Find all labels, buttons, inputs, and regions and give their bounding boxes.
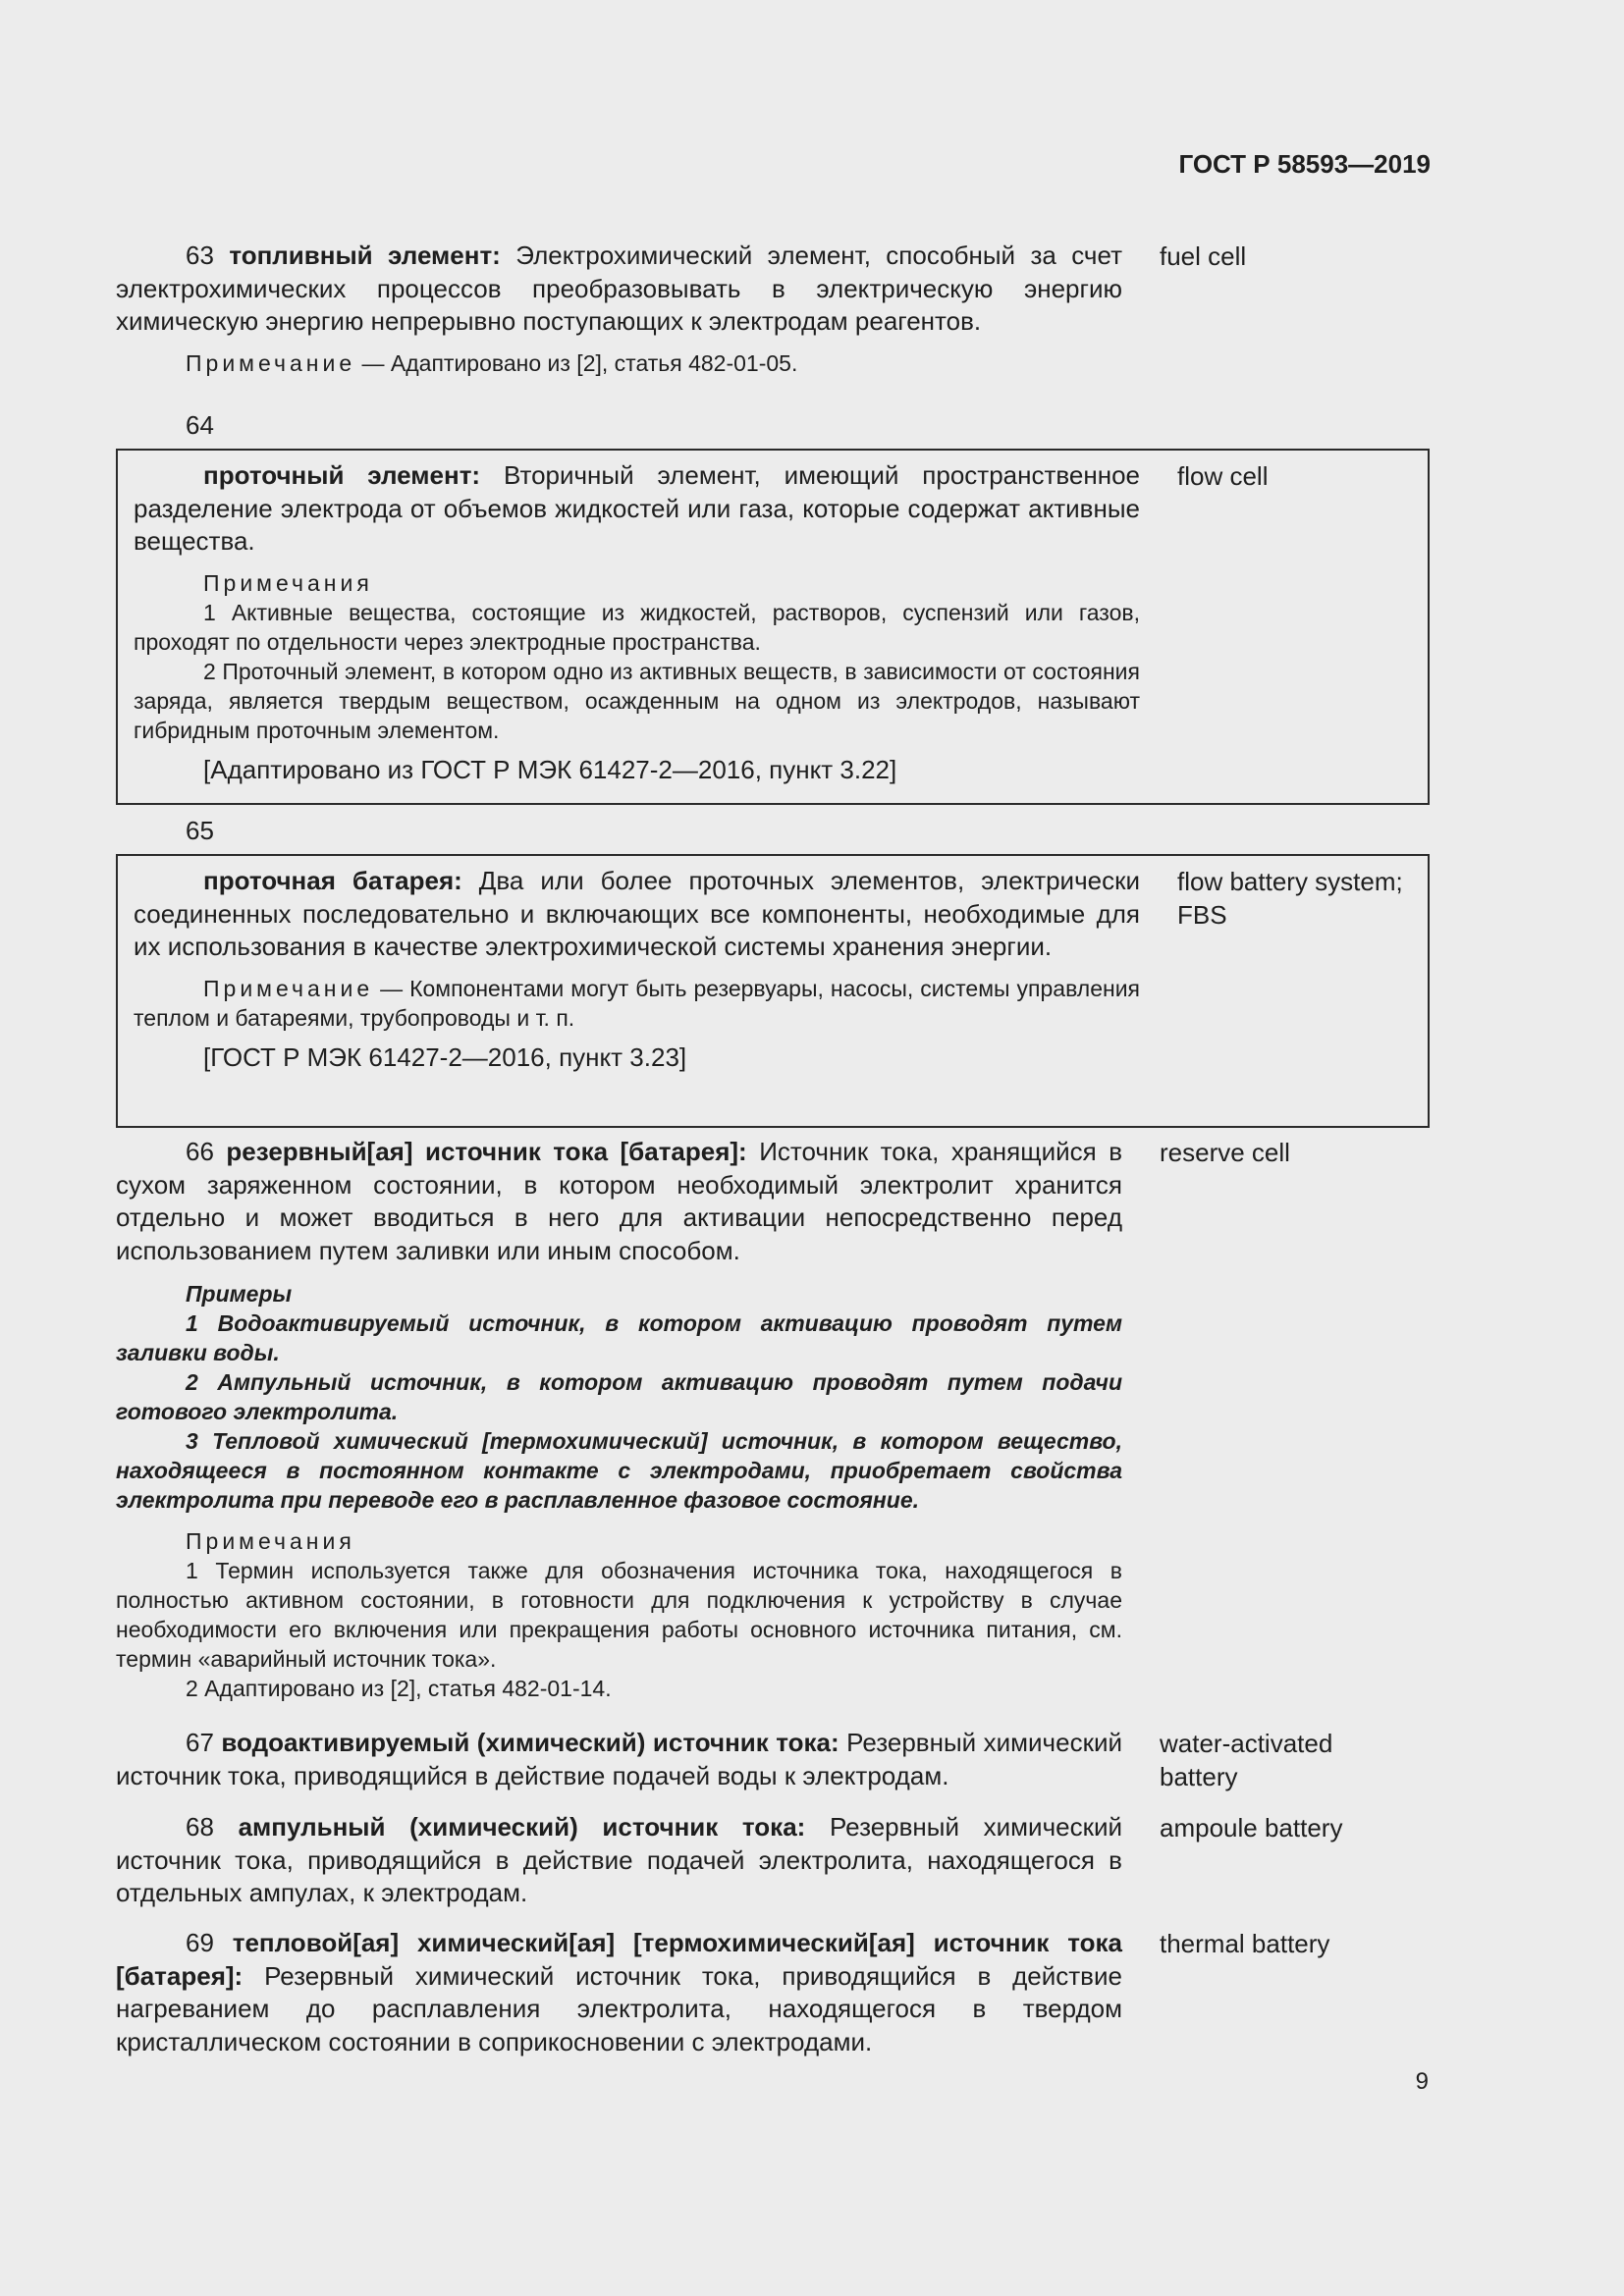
note-text: — Компонентами могут быть резервуары, насосы, системы управления теплом и батареями, трубопроводы и т. п.: [134, 975, 1140, 1031]
english-equivalent: thermal battery: [1160, 1929, 1330, 1958]
page-number: 9: [1415, 2068, 1429, 2095]
example-3: 3 Тепловой химический [термохимический] источник, в котором вещество, находящееся в постоянном контакте с электродами, приобретает свойства электролита при переводе его в расплавленное фазовое состояние.: [116, 1428, 1122, 1513]
document-header: ГОСТ Р 58593—2019: [1178, 149, 1431, 179]
term-definition: [116, 240, 1122, 339]
term-box-65: [116, 854, 1430, 1128]
english-equivalent: ampoule battery: [1160, 1813, 1343, 1842]
english-equivalent: flow cell: [1177, 461, 1269, 491]
definition-text: Резервный химический источник тока, приводящийся в действие подачей воды к электродам.: [116, 1728, 1122, 1790]
term-definition: [134, 459, 1140, 559]
example-2: 2 Ампульный источник, в котором активацию проводят путем подачи готового электролита.: [116, 1369, 1122, 1424]
term-definition: [116, 1927, 1122, 2058]
term-number-65: 65: [186, 816, 214, 845]
term-name: водоактивируемый (химический) источник тока:: [221, 1728, 839, 1757]
term-definition: [116, 1136, 1122, 1267]
examples-title: Примеры: [186, 1281, 293, 1307]
note-2: 2 Проточный элемент, в котором одно из активных веществ, в зависимости от состояния заряда, является твердым веществом, осажденным на одном из электродов, называют гибридным проточным элементом.: [134, 658, 1140, 743]
term-name: проточный элемент:: [203, 460, 481, 490]
example-1: 1 Водоактивируемый источник, в котором активацию проводят путем заливки воды.: [116, 1310, 1122, 1365]
term-entry-63: [116, 240, 1432, 378]
term-entry-67: [116, 1727, 1432, 1792]
definition-text: Вторичный элемент, имеющий пространственное разделение электрода от объемов жидкостей или газа, которые содержат активные вещества.: [134, 460, 1140, 556]
term-number: 66: [186, 1137, 214, 1166]
notes-title: Примечания: [203, 569, 373, 596]
term-entry-68: [116, 1811, 1432, 1910]
term-name: топливный элемент:: [229, 240, 501, 270]
note-1: 1 Термин используется также для обозначения источника тока, находящегося в полностью активном состоянии, в готовности для подключения к устройству в случае необходимости его включения или прекращения работы основного источника питания, см. термин «аварийный источник тока».: [116, 1558, 1122, 1672]
term-number: 68: [186, 1812, 214, 1842]
english-equivalent: reserve cell: [1160, 1138, 1290, 1167]
notes-title: Примечания: [186, 1528, 355, 1554]
term-source: [ГОСТ Р МЭК 61427-2—2016, пункт 3.23]: [203, 1041, 687, 1072]
term-name: резервный[ая] источник тока [батарея]:: [226, 1137, 747, 1166]
note-text: — Адаптировано из [2], статья 482-01-05.: [361, 349, 798, 376]
english-equivalent: flow battery system; FBS: [1177, 867, 1403, 930]
term-definition: [134, 865, 1140, 964]
term-number: 63: [186, 240, 214, 270]
term-source: [Адаптировано из ГОСТ Р МЭК 61427-2—2016, пункт 3.22]: [203, 754, 897, 784]
term-entry-65: [134, 865, 1430, 1074]
term-definition: [116, 1811, 1122, 1910]
term-entry-64: [134, 459, 1430, 786]
term-entry-69: [116, 1927, 1432, 2058]
note-title: Примечание: [186, 349, 356, 376]
english-equivalent: water-activated battery: [1160, 1729, 1333, 1791]
term-number-64: 64: [186, 410, 214, 440]
definition-text: Резервный химический источник тока, приводящийся в действие подачей электролита, находящегося в отдельных ампулах, к электродам.: [116, 1812, 1122, 1907]
term-number: 67: [186, 1728, 214, 1757]
note-1: 1 Активные вещества, состоящие из жидкостей, растворов, суспензий или газов, проходят по отдельности через электродные пространства.: [134, 599, 1140, 655]
term-number: 69: [186, 1928, 214, 1957]
term-box-64: [116, 449, 1430, 805]
term-name: проточная батарея:: [203, 866, 462, 895]
term-entry-66: [116, 1136, 1432, 1703]
term-name: ампульный (химический) источник тока:: [238, 1812, 806, 1842]
english-equivalent: fuel cell: [1160, 241, 1247, 271]
definition-text: Резервный химический источник тока, приводящийся в действие нагреванием до расплавления электролита, находящегося в твердом кристаллическом состоянии в соприкосновении с электродами.: [116, 1960, 1122, 2056]
term-note: [116, 348, 1122, 378]
term-name: тепловой[ая] химический[ая] [термохимический[ая] источник тока [батарея]:: [116, 1928, 1122, 1991]
term-note: [134, 974, 1140, 1033]
term-definition: [116, 1727, 1122, 1792]
note-2: 2 Адаптировано из [2], статья 482-01-14.: [186, 1676, 612, 1701]
definition-text: Два или более проточных элементов, электрически соединенных последовательно и включающих все компоненты, необходимые для их использования в качестве электрохимической системы хранения энергии.: [134, 866, 1140, 961]
definition-text: Электрохимический элемент, способный за счет электрохимических процессов преобразовывать в электрическую энергию химическую энергию непрерывно поступающих к электродам реагентов.: [116, 240, 1122, 336]
note-title: Примечание: [203, 975, 374, 1001]
definition-text: Источник тока, хранящийся в сухом заряженном состоянии, в котором необходимый электролит хранится отдельно и может вводиться в него для активации непосредственно перед использованием путем заливки или иным способом.: [116, 1137, 1123, 1265]
